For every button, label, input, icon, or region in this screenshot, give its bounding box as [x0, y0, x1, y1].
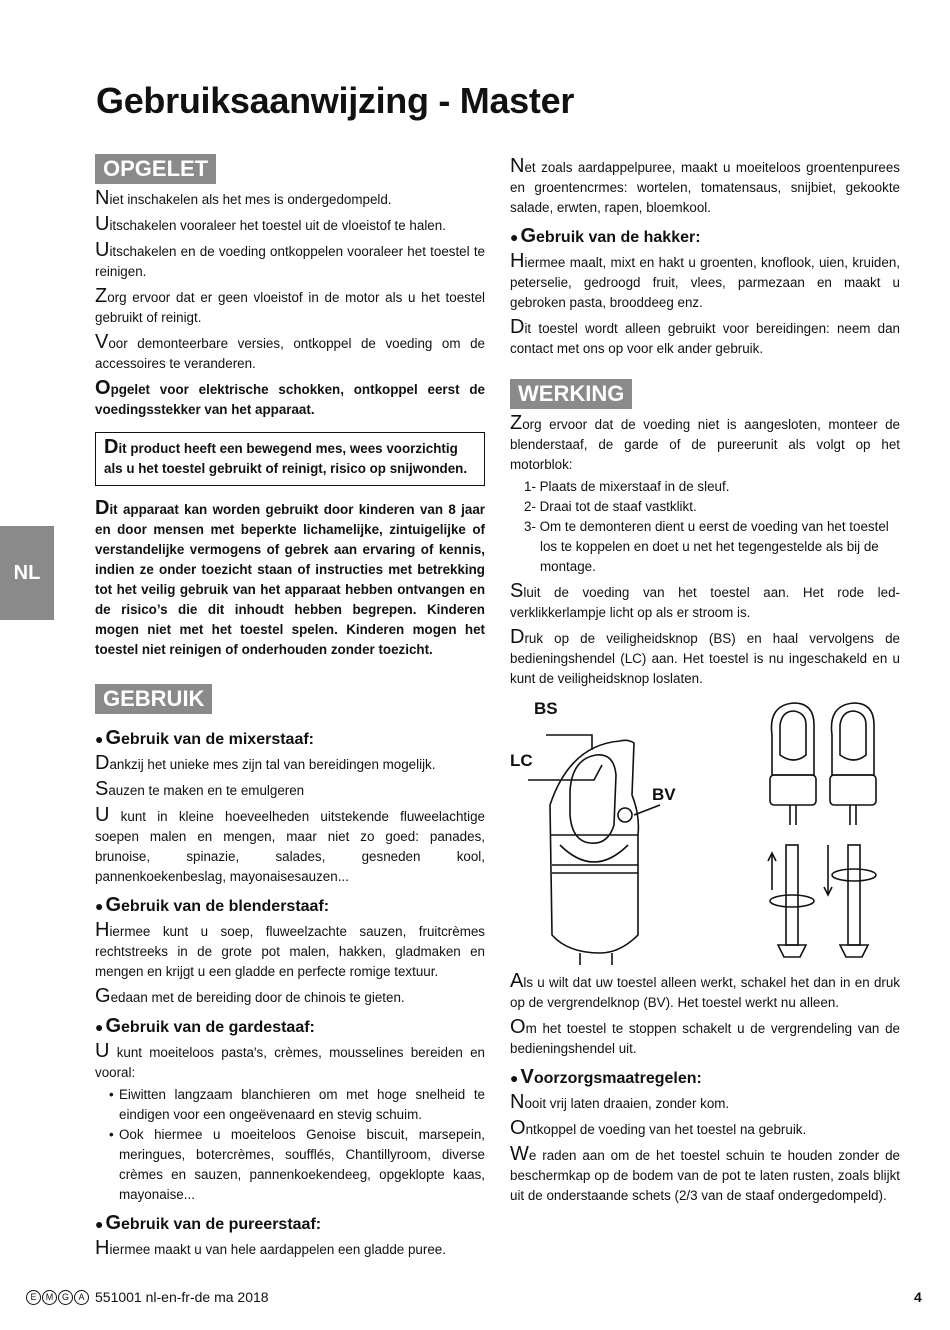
paragraph: U kunt moeiteloos pasta's, crèmes, mousselines bereiden en vooral:: [95, 1040, 485, 1080]
paragraph: Ontkoppel de voeding van het toestel na gebruik.: [510, 1117, 807, 1139]
list-item: 2- Draai tot de staaf vastklikt.: [524, 499, 697, 514]
bullet-dot-icon: ●: [95, 898, 104, 914]
paragraph: Dit toestel wordt alleen gebruikt voor bereidingen: neem dan contact met ons op voor elk ander gebruik.: [510, 316, 900, 356]
children-warning-paragraph: Dit apparaat kan worden gebruikt door kinderen van 8 jaar en door mensen met beperkte lichamelijke, zintuigelijke of verstandelijke vermogens of gebrek aan ervaring of kennis, indien ze onder toezicht staan of instructies met betrekking tot het veilig gebruik van het apparaat hebben ontvangen en de risico’s die dit inhoudt hebben begrepen. Kinderen mogen niet met het toestel spelen. Kinderen mogen het toestel niet reinigen of onderhouden zonder toezicht.: [95, 497, 485, 657]
left-column: [95, 154, 485, 1266]
label-bs: BS: [534, 699, 558, 718]
language-tab: NL: [0, 526, 54, 620]
warning-paragraph: Opgelet voor elektrische schokken, ontkoppel eerst de voedingsstekker van het apparaat.: [95, 377, 485, 417]
label-lc: LC: [510, 751, 533, 770]
paragraph: Niet inschakelen als het mes is ondergedompeld.: [95, 187, 392, 209]
emga-logo: E M G A: [26, 1290, 89, 1305]
bullet-dot-icon: ●: [95, 1216, 104, 1232]
paragraph: Zorg ervoor dat er geen vloeistof in de motor als u het toestel gebruikt of reinigt.: [95, 285, 485, 325]
paragraph: Hiermee maakt u van hele aardappelen een gladde puree.: [95, 1237, 446, 1259]
list-item: 1- Plaats de mixerstaaf in de sleuf.: [524, 479, 730, 494]
subheading-voorzorg: ● Voorzorgsmaatregelen:: [510, 1066, 702, 1088]
subheading-blender: ● Gebruik van de blenderstaaf:: [95, 894, 330, 916]
warning-box: Dit product heeft een bewegend mes, wees voorzichtig als u het toestel gebruikt of reinigt, risico op snijwonden.: [95, 432, 485, 486]
paragraph: Uitschakelen en de voeding ontkoppelen vooraleer het toestel te reinigen.: [95, 239, 485, 279]
label-bv: BV: [652, 785, 676, 804]
right-column: [510, 155, 900, 1212]
page-title: Gebruiksaanwijzing - Master: [96, 80, 575, 121]
paragraph: Gedaan met de bereiding door de chinois te gieten.: [95, 985, 405, 1007]
paragraph: Voor demonteerbare versies, ontkoppel de voeding om de accessoires te veranderen.: [95, 331, 485, 371]
paragraph: Druk op de veiligheidsknop (BS) en haal vervolgens de bedieningshendel (LC) aan. Het toestel is nu ingeschakeld en u kunt de veiligheidsknop loslaten.: [510, 626, 900, 686]
section-heading-werking: WERKING: [510, 379, 632, 409]
paragraph: Om het toestel te stoppen schakelt u de vergrendeling van de bedieningshendel uit.: [510, 1016, 900, 1056]
subheading-garde: ● Gebruik van de gardestaaf:: [95, 1015, 315, 1037]
list-item: 3- Om te demonteren dient u eerst de voeding van het toestel los te koppelen en doet u net het tegengestelde als bij de montage.: [524, 519, 889, 574]
paragraph: Als u wilt dat uw toestel alleen werkt, schakel het dan in en druk op de vergrendelknop (BV). Het toestel werkt nu alleen.: [510, 970, 900, 1010]
blender-diagram: [510, 695, 900, 965]
bullet-dot-icon: ●: [95, 731, 104, 747]
document-reference: 551001 nl-en-fr-de ma 2018: [95, 1289, 269, 1305]
paragraph: U kunt in kleine hoeveelheden uitstekende fluweelachtige soepen malen en mengen, maar niet zo goed: panades, brunoise, spinazie, salades, gesneden kool, pannenkoekenbeslag, mayonaisesauzen...: [95, 804, 485, 884]
paragraph: Dankzij het unieke mes zijn tal van bereidingen mogelijk.: [95, 752, 436, 774]
paragraph: Sauzen te maken en te emulgeren: [95, 778, 305, 800]
paragraph: Hiermee kunt u soep, fluweelzachte sauzen, fruitcrèmes rechtstreeks in de grote pot malen, hakken, gladmaken en mengen en krijgt u een gladde en perfecte romige textuur.: [95, 919, 485, 979]
paragraph: Hiermee maalt, mixt en hakt u groenten, knoflook, uien, kruiden, peterselie, gedroogd fruit, vlees, parmezaan en maakt u gebroken pasta, brooddeeg enz.: [510, 250, 900, 310]
list-item: • Ook hiermee u moeiteloos Genoise biscuit, marsepein, meringues, botercrèmes, soufflés, Chantillyroom, diverse crèmes en sauzen, pannenkoekendeeg, opgeklopte kaas, mayonaise...: [109, 1125, 485, 1205]
list-item: • Eiwitten langzaam blanchieren om met hoge snelheid te eindigen voor een ongeëvenaard en stevig schuim.: [109, 1085, 485, 1125]
footer: [26, 1289, 269, 1305]
steps-list: [510, 477, 900, 577]
page-number: 4: [914, 1289, 922, 1305]
subheading-puree: ● Gebruik van de pureerstaaf:: [95, 1212, 322, 1234]
subheading-mixer: ● Gebruik van de mixerstaaf:: [95, 727, 314, 749]
bullet-dot-icon: ●: [510, 1070, 519, 1086]
section-heading-opgelet: OPGELET: [95, 154, 216, 184]
bullet-list: [95, 1085, 485, 1205]
subheading-hakker: ● Gebruik van de hakker:: [510, 225, 701, 247]
paragraph: Net zoals aardappelpuree, maakt u moeiteloos groentenpurees en groentencrmes: wortelen, tomatensaus, snijbiet, gekookte salade, erwten, rapen, bloemkool.: [510, 155, 900, 215]
paragraph: Sluit de voeding van het toestel aan. Het rode led-verklikkerlampje licht op als er stroom is.: [510, 580, 900, 620]
bullet-dot-icon: ●: [510, 229, 519, 245]
paragraph: Uitschakelen vooraleer het toestel uit de vloeistof te halen.: [95, 213, 446, 235]
paragraph: Zorg ervoor dat de voeding niet is aangesloten, monteer de blenderstaaf, de garde of de pureerunit als volgt op het motorblok:: [510, 412, 900, 472]
section-heading-gebruik: GEBRUIK: [95, 684, 212, 714]
blender-illustration: [510, 695, 900, 965]
paragraph: We raden aan om de het toestel schuin te houden zonder de beschermkap op de bodem van de pot te laten rusten, zoals blijkt uit de onderstaande schets (2/3 van de staaf ondergedompeld).: [510, 1143, 900, 1203]
paragraph: Nooit vrij laten draaien, zonder kom.: [510, 1091, 730, 1113]
bullet-dot-icon: ●: [95, 1019, 104, 1035]
